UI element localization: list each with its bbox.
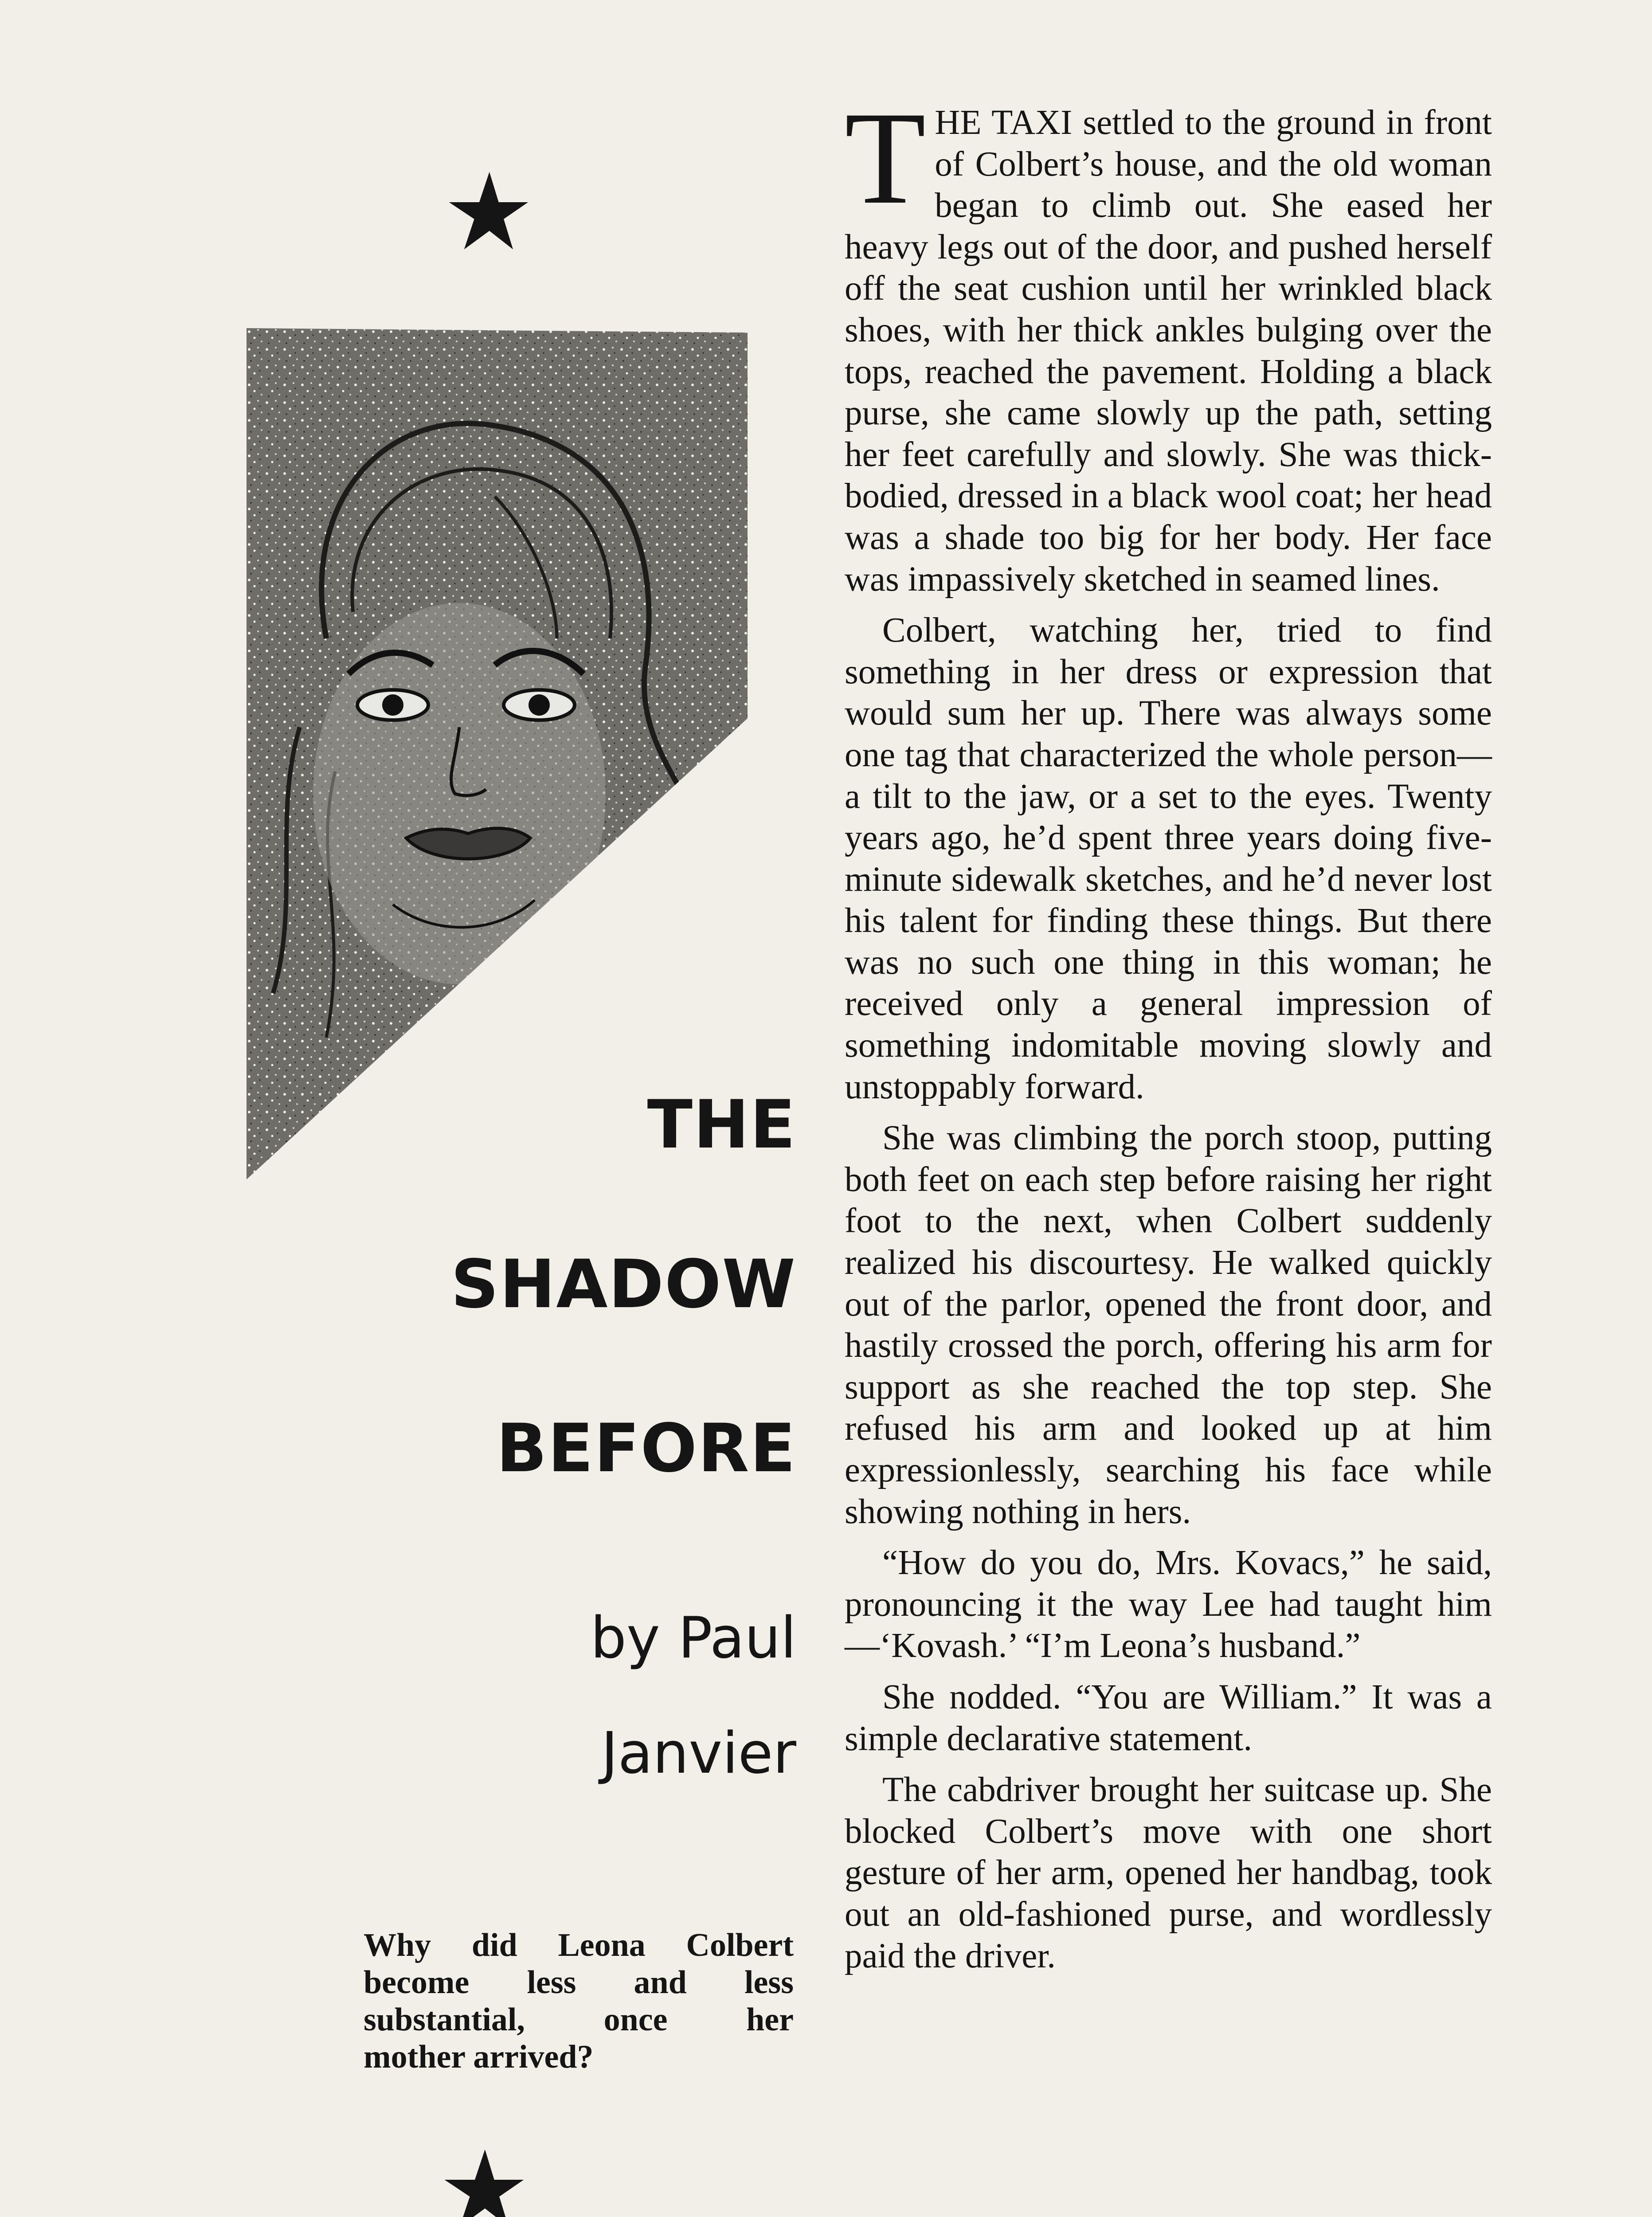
teaser-line: mother arrived? — [364, 2039, 594, 2075]
star-ornament-bottom-icon — [439, 2146, 528, 2217]
teaser-line: substantial, once her — [364, 2002, 794, 2038]
woman-portrait-illustration — [247, 328, 756, 1179]
title-line-1: THE — [647, 1086, 796, 1163]
byline-line-2: Janvier — [601, 1720, 796, 1786]
article-body — [845, 84, 1492, 1986]
star-ornament-top-icon — [443, 168, 532, 253]
article-paragraph: “How do you do, Mrs. Kovacs,” he said, pronouncing it the way Lee had taught him—‘Kovash.’ “I’m Leona’s husband.” — [845, 1543, 1492, 1665]
title-line-3: BEFORE — [496, 1410, 796, 1487]
byline-line-1: by Paul — [590, 1605, 796, 1671]
teaser-line: Why did Leona Colbert — [364, 1927, 794, 1963]
paragraph-text: HE TAXI settled to the ground in front of Colbert’s house, and the old woman began to climb out. She eased her heavy legs out of the door, and pushed herself off the seat cushion until her wrinkled black shoes, with her thick ankles bulging over the tops, reached the pavement. Holding a black purse, she came slowly up the path, setting her feet carefully and slowly. She was thick-bodied, dressed in a black wool coat; her head was a shade too big for her body. Her face was impassively sketched in seamed lines. — [845, 103, 1492, 599]
article-paragraph: Colbert, watching her, tried to find something in her dress or expression that would sum her up. There was always some one tag that characterized the whole person—a tilt to the jaw, or a set to the eyes. Twenty years ago, he’d spent three years doing five-minute sidewalk sketches, and he’d never lost his talent for finding these things. But there was no such one thing in this woman; he received only a general impression of something indomitable moving slowly and unstoppably forward. — [845, 611, 1492, 1106]
teaser-text — [364, 1927, 794, 2076]
article-paragraph: The cabdriver brought her suitcase up. She blocked Colbert’s move with one short gesture of her arm, opened her handbag, took out an old-fashioned purse, and wordlessly paid the driver. — [845, 1770, 1492, 1975]
article-paragraph: She was climbing the porch stoop, putting both feet on each step before raising her right foot to the next, when Colbert suddenly realized his discourtesy. He walked quickly out of the parlor, opened the front door, and hastily crossed the porch, offering his arm for support as she reached the top step. She refused his arm and looked up at him expressionlessly, searching his face while showing nothing in hers. — [845, 1119, 1492, 1531]
article-paragraph: She nodded. “You are William.” It was a simple declarative statement. — [845, 1677, 1492, 1758]
article-paragraph — [845, 84, 1492, 600]
title-line-2: SHADOW — [450, 1246, 796, 1323]
teaser-line: become less and less — [364, 1964, 794, 2001]
drop-cap: T — [845, 84, 926, 231]
